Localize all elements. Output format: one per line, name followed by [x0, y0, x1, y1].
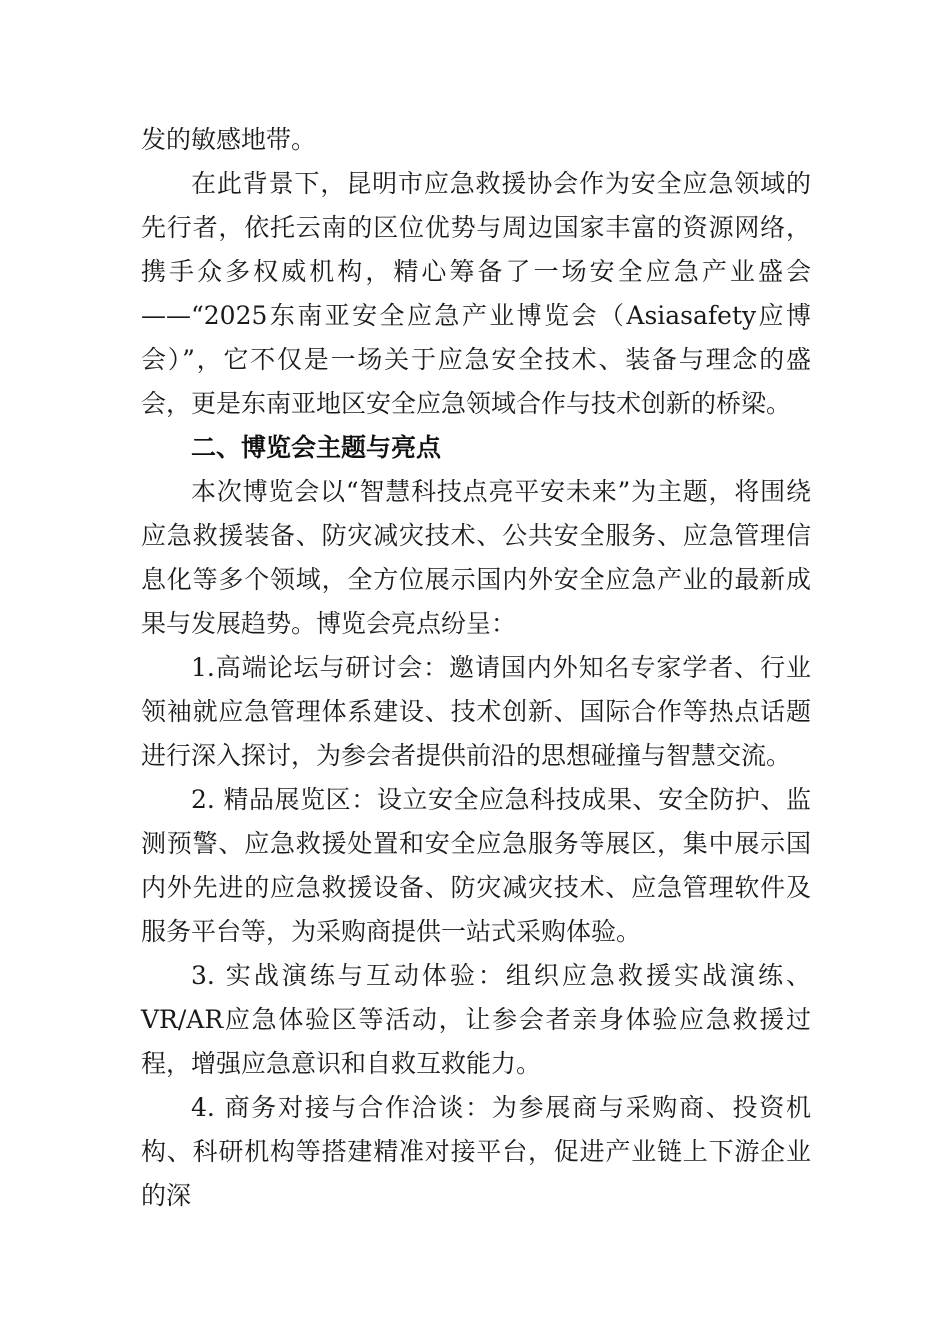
document-body [141, 118, 811, 1218]
section-heading: 二、博览会主题与亮点 [191, 433, 442, 462]
paragraph-background: 在此背景下，昆明市应急救援协会作为安全应急领域的先行者，依托云南的区位优势与周边国家丰富的资源网络，携手众多权威机构，精心筹备了一场安全应急产业盛会——“2025东南亚安全应急产业博览会（Asiasafety应博会）”，它不仅是一场关于应急安全技术、装备与理念的盛会，更是东南亚地区安全应急领域合作与技术创新的桥梁。 [141, 169, 811, 418]
paragraph-item-1: 1.高端论坛与研讨会：邀请国内外知名专家学者、行业领袖就应急管理体系建设、技术创新、国际合作等热点话题进行深入探讨，为参会者提供前沿的思想碰撞与智慧交流。 [141, 653, 811, 770]
paragraph-item-2: 2. 精品展览区：设立安全应急科技成果、安全防护、监测预警、应急救援处置和安全应急服务等展区，集中展示国内外先进的应急救援设备、防灾减灾技术、应急管理软件及服务平台等，为采购商提供一站式采购体验。 [141, 785, 811, 946]
paragraph-item-4: 4. 商务对接与合作洽谈：为参展商与采购商、投资机构、科研机构等搭建精准对接平台，促进产业链上下游企业的深 [141, 1093, 811, 1210]
paragraph-continuation: 发的敏感地带。 [141, 125, 317, 154]
paragraph-item-3: 3. 实战演练与互动体验：组织应急救援实战演练、VR/AR应急体验区等活动，让参会者亲身体验应急救援过程，增强应急意识和自救互救能力。 [141, 961, 811, 1078]
paragraph-theme: 本次博览会以“智慧科技点亮平安未来”为主题，将围绕应急救援装备、防灾减灾技术、公共安全服务、应急管理信息化等多个领域，全方位展示国内外安全应急产业的最新成果与发展趋势。博览会亮点纷呈： [141, 477, 811, 638]
